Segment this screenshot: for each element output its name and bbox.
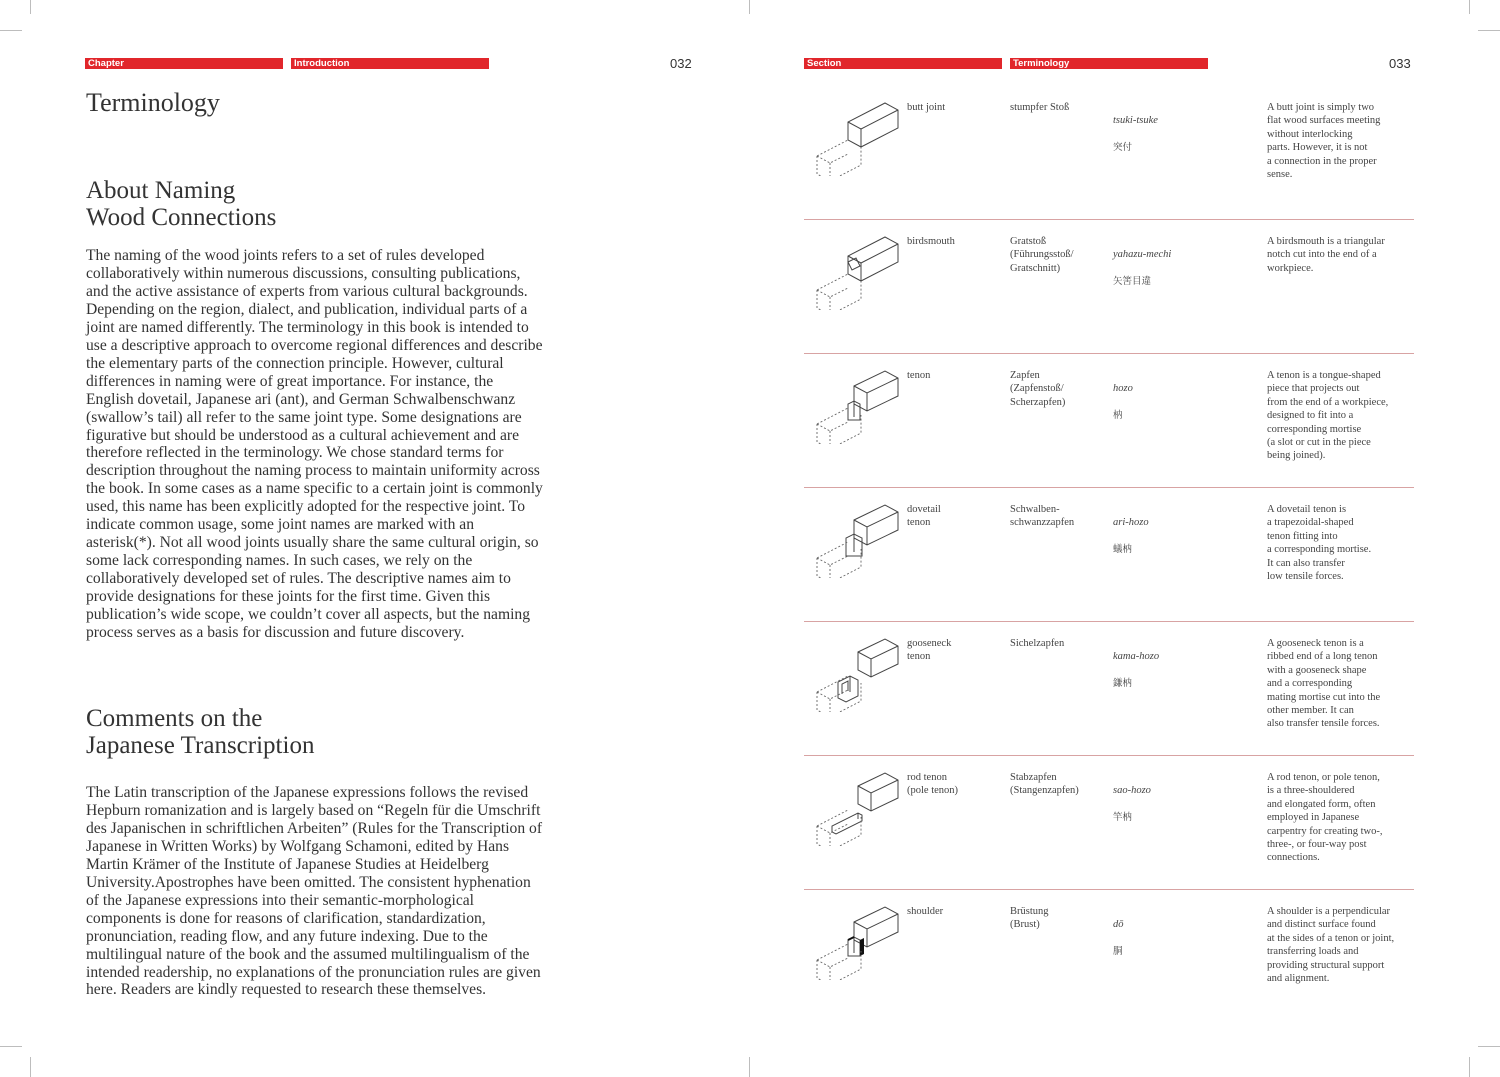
- term-japanese: [1113, 235, 1233, 302]
- term-romaji: yahazu-mechi: [1113, 249, 1172, 261]
- term-romaji: sao-hozo: [1113, 785, 1151, 797]
- heading-line: About Naming: [86, 177, 236, 204]
- term-kanji: 鎌枘: [1113, 678, 1133, 690]
- term-japanese: [1113, 771, 1233, 838]
- butt-joint-icon: [814, 100, 906, 176]
- term-german: Sichelzapfen: [1010, 638, 1065, 649]
- page-title: Terminology: [86, 88, 220, 117]
- term-kanji: 枘: [1113, 410, 1123, 422]
- term-kanji: 突付: [1113, 142, 1133, 154]
- term-english: birdsmouth: [907, 236, 955, 247]
- term-german: Zapfen (Zapfenstoß/ Scherzapfen): [1010, 370, 1066, 408]
- heading-line: Comments on the: [86, 705, 263, 732]
- term-row: [804, 220, 1414, 354]
- term-row: [804, 756, 1414, 890]
- page-number-right: 033: [1389, 56, 1411, 71]
- term-kanji: 矢筈目違: [1113, 276, 1152, 288]
- heading-line: Wood Connections: [86, 204, 277, 231]
- chapter-title-tag: Introduction: [291, 58, 489, 69]
- crop-mark: [749, 1057, 750, 1077]
- term-description: A shoulder is a perpendicular and distinct surface found at the sides of a tenon or joint, transferring loads and providing structural support and alignment.: [1267, 906, 1395, 985]
- term-kanji: 蟻枘: [1113, 544, 1133, 556]
- term-german: Stabzapfen (Stangenzapfen): [1010, 772, 1079, 797]
- term-english: rod tenon (pole tenon): [907, 772, 959, 797]
- term-english: tenon: [907, 370, 931, 381]
- term-description: A gooseneck tenon is a ribbed end of a long tenon with a gooseneck shape and a corresponding mating mortise cut into the other member. It can also transfer tensile forces.: [1267, 638, 1381, 730]
- section-body-transcription: The Latin transcription of the Japanese expressions follows the revised Hepburn romanization and is largely based on “Regeln für die Umschrift des Japanischen in schriftlichen Arbeiten” (Rules for the Transcription of Japanese in Written Works) by Wolfgang Schamoni, edited by Hans Martin Krämer of the Institute of Japanese Studies at Heidelberg University.Apostrophes have been omitted. The consistent hyphenation of the Japanese expressions into their semantic-morphological components is done for reasons of clarification, standardization, pronunciation, reading flow, and any future indexing. Due to the multilingual nature of the book and the assumed multilingualism of the intended readership, no explanations of the pronunciation rules are given here. Readers are kindly requested to research these themselves.: [86, 784, 543, 999]
- term-romaji: kama-hozo: [1113, 651, 1160, 663]
- crop-mark: [30, 1057, 31, 1077]
- term-japanese: [1113, 101, 1233, 168]
- crop-mark: [1478, 1046, 1500, 1047]
- term-german: stumpfer Stoß: [1010, 102, 1070, 113]
- tenon-icon: [814, 368, 906, 444]
- term-row: [804, 488, 1414, 622]
- section-title-tag: Terminology: [1010, 58, 1208, 69]
- term-english: shoulder: [907, 906, 944, 917]
- section-body-naming: The naming of the wood joints refers to a set of rules developed collaboratively within numerous discussions, consulting publications, and the active assistance of experts from various cultural backgrounds. Depending on the region, dialect, and publication, individual parts of a joint are named differently. The terminology in this book is intended to use a descriptive approach to overcome regional differences and describe the elementary parts of the connection principle. However, cultural differences in naming were of great importance. For instance, the English dovetail, Japanese ari (ant), and German Schwalbenschwanz (swallow’s tail) all refer to the same joint type. Some designations are figurative but should be understood as a cultural achievement and are therefore reflected in the terminology. We chose standard terms for description throughout the naming process to maintain uniformity across the book. In some cases as a name specific to a certain joint is commonly used, this name has been explicitly adopted for the respective joint. To indicate common usage, some joint names are marked with an asterisk(*). Not all wood joints usually share the same cultural origin, so some lack corresponding names. In such cases, we rely on the collaboratively developed set of rules. The descriptive names aim to provide designations for these joints for the first time. Given this publication’s wide scope, we couldn’t cover all aspects, but the naming process serves as a basis for discussion and future discovery.: [86, 247, 543, 642]
- term-description: A tenon is a tongue-shaped piece that projects out from the end of a workpiece, designed to fit into a corresponding mortise (a slot or cut in the piece being joined).: [1267, 370, 1389, 462]
- heading-line: Japanese Transcription: [86, 732, 315, 759]
- term-german: Gratstoß (Führungsstoß/ Gratschnitt): [1010, 236, 1074, 274]
- term-japanese: [1113, 905, 1233, 972]
- term-row: [804, 890, 1414, 1024]
- section-heading-naming: [86, 177, 276, 231]
- term-romaji: dō: [1113, 919, 1124, 931]
- crop-mark: [0, 1046, 22, 1047]
- chapter-tag: Chapter: [85, 58, 283, 69]
- crop-mark: [30, 0, 31, 14]
- term-german: Schwalben- schwanzzapfen: [1010, 504, 1075, 529]
- term-description: A birdsmouth is a triangular notch cut into the end of a workpiece.: [1267, 236, 1385, 274]
- term-row: [804, 622, 1414, 756]
- term-row: [804, 86, 1414, 220]
- term-romaji: ari-hozo: [1113, 517, 1149, 529]
- term-german: Brüstung (Brust): [1010, 906, 1049, 931]
- dovetail-tenon-icon: [814, 502, 906, 578]
- term-japanese: [1113, 369, 1233, 436]
- term-english: dovetail tenon: [907, 504, 941, 529]
- term-description: A rod tenon, or pole tenon, is a three-shouldered and elongated form, often employed in Japanese carpentry for creating two-, three-, or four-way post connections.: [1267, 772, 1383, 864]
- shoulder-icon: [814, 904, 906, 980]
- birdsmouth-icon: [814, 234, 906, 310]
- term-kanji: 竿枘: [1113, 812, 1133, 824]
- crop-mark: [1478, 30, 1500, 31]
- term-description: A butt joint is simply two flat wood surfaces meeting without interlocking parts. However, it is not a connection in the proper sense.: [1267, 102, 1381, 181]
- crop-mark: [749, 0, 750, 14]
- term-english: butt joint: [907, 102, 946, 113]
- rod-tenon-icon: [814, 770, 906, 846]
- term-kanji: 胴: [1113, 946, 1123, 958]
- crop-mark: [1469, 0, 1470, 14]
- page-number-left: 032: [670, 56, 692, 71]
- term-japanese: [1113, 637, 1233, 704]
- gooseneck-tenon-icon: [814, 636, 906, 712]
- crop-mark: [0, 30, 22, 31]
- crop-mark: [1469, 1057, 1470, 1077]
- term-romaji: tsuki-tsuke: [1113, 115, 1158, 127]
- term-english: gooseneck tenon: [907, 638, 952, 663]
- term-row: [804, 354, 1414, 488]
- term-description: A dovetail tenon is a trapezoidal-shaped tenon fitting into a corresponding mortise. It can also transfer low tensile forces.: [1267, 504, 1372, 583]
- section-tag: Section: [804, 58, 1002, 69]
- section-heading-transcription: [86, 705, 314, 759]
- term-romaji: hozo: [1113, 383, 1133, 395]
- term-japanese: [1113, 503, 1233, 570]
